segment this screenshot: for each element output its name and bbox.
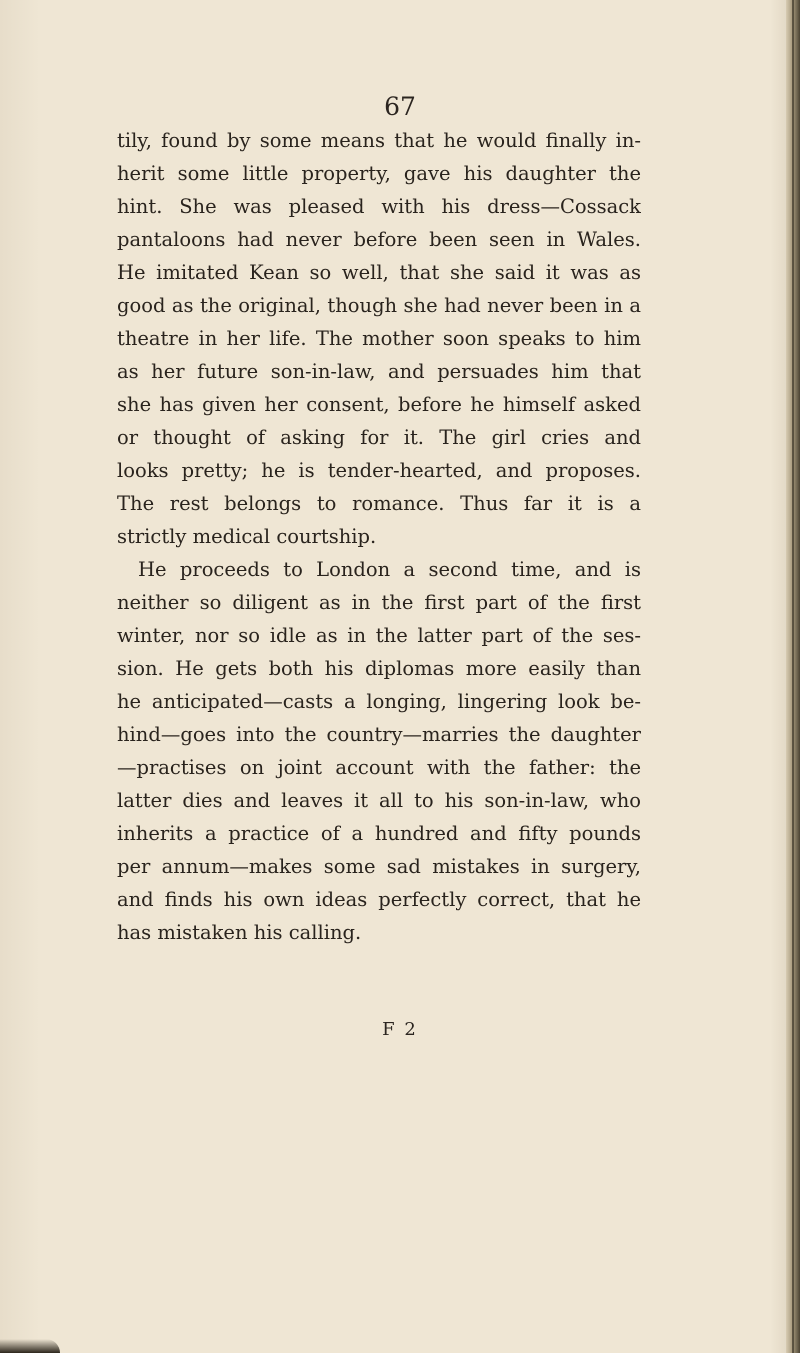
text-line: tily, found by some means that he would finally in- [117,129,641,152]
text-line: herit some little property, gave his daughter the [117,162,641,185]
text-line: sion. He gets both his diplomas more easily than [117,657,641,680]
body-text [117,124,641,949]
page-corner-shadow [0,1339,60,1353]
text-line: she has given her consent, before he himself asked [117,393,641,416]
page-edge-line [792,0,794,1353]
page-number: 67 [384,92,416,121]
text-line: hind—goes into the country—marries the daughter [117,723,641,746]
text-line: and finds his own ideas perfectly correct, that he [117,888,641,911]
text-line: per annum—makes some sad mistakes in surgery, [117,855,641,878]
text-line: has mistaken his calling. [117,921,362,944]
text-line: winter, nor so idle as in the latter part of the ses- [117,624,641,647]
text-line: He imitated Kean so well, that she said it was as [117,261,641,284]
text-line: latter dies and leaves it all to his son-in-law, who [117,789,641,812]
text-line: inherits a practice of a hundred and fifty pounds [117,822,641,845]
text-line: The rest belongs to romance. Thus far it is a [117,492,641,515]
text-line: good as the original, though she had never been in a [117,294,641,317]
text-line: or thought of asking for it. The girl cries and [117,426,641,449]
text-line: he anticipated—casts a longing, lingering look be- [117,690,641,713]
text-line: —practises on joint account with the father: the [117,756,641,779]
text-line: theatre in her life. The mother soon speaks to him [117,327,641,350]
text-line: pantaloons had never before been seen in Wales. [117,228,641,251]
signature-mark: F 2 [382,1019,418,1040]
text-line: He proceeds to London a second time, and is [138,558,641,581]
text-line: hint. She was pleased with his dress—Cossack [117,195,641,218]
text-line: looks pretty; he is tender-hearted, and proposes. [117,459,641,482]
text-line: neither so diligent as in the first part of the first [117,591,641,614]
text-line: as her future son-in-law, and persuades him that [117,360,641,383]
text-line: strictly medical courtship. [117,525,377,548]
